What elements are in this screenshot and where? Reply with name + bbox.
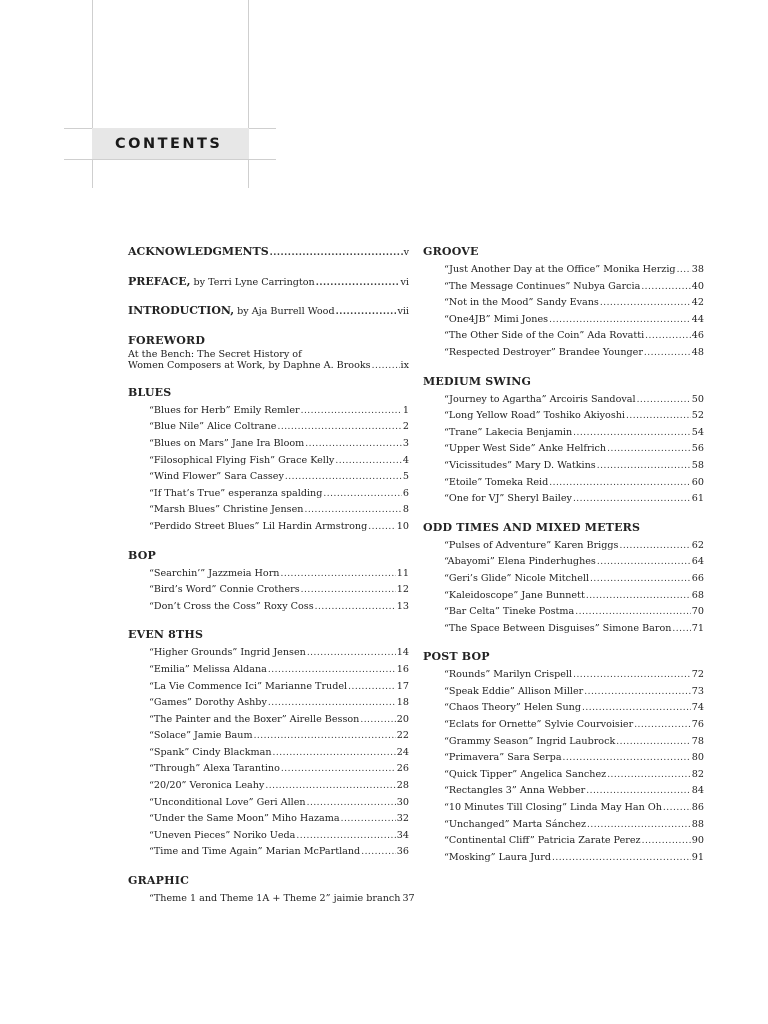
toc-entry[interactable] [423,392,704,409]
entry-label: “Grammy Season” Ingrid Laubrock [444,735,616,747]
toc-section-even-8ths [128,627,409,861]
entry-page: 56 [691,443,704,455]
entry-label: “Marsh Blues” Christine Jensen [149,504,304,516]
entry-page: 12 [396,584,409,596]
entry-label: “Blues for Herb” Emily Remler [149,404,300,416]
entry-page: 40 [691,280,704,292]
entry-page: 4 [402,454,409,466]
leader-dots [616,734,691,751]
entry-page: 1 [402,404,409,416]
entry-page: 16 [396,663,409,675]
toc-entry[interactable] [423,750,704,767]
entry-label: “Not in the Mood” Sandy Evans [444,297,599,309]
entry-page: 36 [396,846,409,858]
entry-label: “Wind Flower” Sara Cassey [149,471,284,483]
toc-entry[interactable] [423,817,704,834]
entry-page: 14 [396,647,409,659]
entry-label: “Theme 1 and Theme 1A + Theme 2” jaimie branch [149,893,401,905]
toc-entry[interactable] [128,891,415,908]
leader-dots [582,700,691,717]
leader-dots [280,566,395,583]
entry-page: 90 [691,835,704,847]
leader-dots [641,279,690,296]
toc-section-groove [423,244,704,362]
toc-entry[interactable] [128,403,409,420]
entry-label: “Trane” Lakecia Benjamin [444,426,573,438]
section-title: GRAPHIC [128,874,190,888]
entry-page: 26 [396,763,409,775]
entry-page: 17 [396,680,409,692]
leader-dots [323,486,402,503]
toc-section-post-bop [423,649,704,866]
toc-entry[interactable] [423,475,704,492]
toc-entry[interactable] [423,800,704,817]
leader-dots [586,588,691,605]
toc-entry[interactable] [423,554,704,571]
section-title: GROOVE [423,245,479,258]
entry-page: 10 [396,520,409,532]
entry-label: “One for VJ” Sheryl Bailey [444,493,572,505]
entry-label: “Mosking” Laura Jurd [444,851,551,863]
toc-section-blues [128,385,409,536]
leader-dots [268,662,396,679]
entry-label: “Journey to Agartha” Arcoiris Sandoval [444,393,636,405]
entry-page: 58 [691,459,704,471]
entry-label: “Speak Eddie” Allison Miller [444,685,584,697]
entry-page: 80 [691,752,704,764]
entry-page: 64 [691,556,704,568]
entry-page: vii [397,306,409,318]
toc-entry[interactable] [128,662,409,679]
entry-page: 30 [396,796,409,808]
entry-label: “Blues on Mars” Jane Ira Bloom [149,437,305,449]
section-title: BLUES [128,385,172,399]
entry-label: “Spank” Cindy Blackman [149,746,272,758]
toc-entry[interactable] [423,604,704,621]
entry-label: “Chaos Theory” Helen Sung [444,702,581,714]
toc-section-odd-times-and-mixed-meters [423,520,704,638]
entry-label: PREFACE, [128,274,191,288]
entry-label: “The Space Between Disguises” Simone Baron [444,622,672,634]
entry-page: 28 [396,780,409,792]
toc-entry[interactable] [128,519,409,536]
entry-page: 52 [691,410,704,422]
toc-entry[interactable] [128,453,409,470]
entry-label: “Filosophical Flying Fish” Grace Kelly [149,454,335,466]
toc-entry[interactable] [423,571,704,588]
entry-page: 32 [396,813,409,825]
toc-entry[interactable] [423,279,704,296]
entry-label: “Abayomi” Elena Pinderhughes [444,556,596,568]
toc-entry[interactable] [128,761,409,778]
entry-page: 6 [402,487,409,499]
leader-dots [637,392,691,409]
leader-dots [285,469,402,486]
toc-entry[interactable] [423,441,704,458]
toc-entry[interactable] [128,566,409,583]
toc-entry[interactable] [128,582,409,599]
toc-entry[interactable] [423,850,704,867]
toc-entry[interactable] [423,734,704,751]
leader-dots [341,811,396,828]
leader-dots [361,844,396,861]
entry-page: 74 [691,702,704,714]
leader-dots [335,453,402,470]
entry-label: “Vicissitudes” Mary D. Watkins [444,459,596,471]
leader-dots [549,475,691,492]
entry-page: v [403,247,409,258]
toc-entry[interactable] [128,811,409,828]
toc-entry[interactable] [128,679,409,696]
entry-label: “Blue Nile” Alice Coltrane [149,421,277,433]
entry-label: “Time and Time Again” Marian McPartland [149,846,361,858]
entry-label: “Just Another Day at the Office” Monika Herzig [444,264,676,275]
toc-entry[interactable] [128,828,409,845]
leader-dots [586,783,691,800]
entry-label: “Quick Tipper” Angelica Sanchez [444,768,607,780]
entry-page: 50 [691,393,704,405]
toc-entry[interactable] [423,588,704,605]
entry-label: “Primavera” Sara Serpa [444,752,562,764]
entry-page: vi [400,276,409,288]
leader-dots [305,436,402,453]
toc-entry[interactable] [423,458,704,475]
leader-dots [281,761,396,778]
entry-label: “One4JB” Mimi Jones [444,313,549,325]
entry-page: 72 [691,669,704,681]
entry-label: ACKNOWLEDGMENTS [128,245,269,258]
toc-entry[interactable] [423,262,704,279]
entry-page: ix [400,360,409,372]
toc-entry-foreword[interactable] [128,360,409,373]
entry-page: 22 [396,730,409,742]
leader-dots [607,767,691,784]
leader-dots [549,312,691,329]
toc-entry[interactable] [423,833,704,850]
toc-entry[interactable] [128,645,409,662]
section-title: POST BOP [423,650,490,664]
leader-dots [645,328,691,345]
entry-label: “Solace” Jamie Baum [149,730,253,742]
toc-entry[interactable] [423,425,704,442]
entry-page: 61 [691,493,704,505]
entry-page: 73 [691,685,704,697]
entry-label: “The Painter and the Boxer” Airelle Besson [149,713,360,725]
toc-entry[interactable] [128,695,409,712]
toc-entry[interactable] [128,745,409,762]
toc-section-foreword [128,333,409,373]
toc-entry[interactable] [423,684,704,701]
entry-page: 5 [402,471,409,483]
toc-entry[interactable] [423,783,704,800]
leader-dots [563,750,691,767]
entry-label: “La Vie Commence Ici” Marianne Trudel [149,680,348,692]
toc-entry[interactable] [423,345,704,362]
entry-page: 44 [691,313,704,325]
entry-label: “10 Minutes Till Closing” Linda May Han Oh [444,802,662,814]
toc-section-bop [128,548,409,616]
leader-dots [634,717,691,734]
entry-label: “Under the Same Moon” Miho Hazama [149,813,340,825]
entry-page: 18 [396,697,409,709]
entry-page: 24 [396,746,409,758]
leader-dots [575,604,691,621]
leader-dots [372,360,400,373]
entry-page: 78 [691,735,704,747]
entry-label: “Uneven Pieces” Noriko Ueda [149,829,296,841]
entry-page: 2 [402,421,409,433]
leader-dots [619,538,690,555]
leader-dots [573,667,691,684]
entry-label: “Through” Alexa Tarantino [149,763,280,775]
toc-entry[interactable] [423,717,704,734]
leader-dots [307,795,396,812]
toc-entry-preface[interactable] [128,274,409,292]
leader-dots [348,679,396,696]
entry-page: 3 [402,437,409,449]
leader-dots [265,778,395,795]
leader-dots [642,833,691,850]
entry-label: “The Message Continues” Nubya Garcia [444,280,641,292]
entry-label: “If That’s True” esperanza spalding [149,487,323,499]
toc-entry[interactable] [423,621,704,638]
contents-header [92,128,249,159]
leader-dots [301,403,402,420]
entry-page: 62 [691,539,704,551]
entry-page: 34 [396,829,409,841]
entry-page: 48 [691,346,704,358]
leader-dots [270,244,403,262]
leader-dots [307,645,396,662]
toc-entry[interactable] [423,295,704,312]
leader-dots [663,800,691,817]
leader-dots [672,621,690,638]
leader-dots [368,519,396,536]
toc-entry[interactable] [423,538,704,555]
leader-dots [607,441,691,458]
toc-entry[interactable] [128,436,409,453]
leader-dots [597,554,691,571]
entry-page: 86 [691,802,704,814]
entry-page: 71 [691,622,704,634]
leader-dots [626,408,691,425]
toc-entry[interactable] [423,767,704,784]
leader-dots [644,345,691,362]
leader-dots [268,695,396,712]
section-title: EVEN 8THS [128,628,204,642]
toc-entry[interactable] [128,502,409,519]
entry-page: 70 [691,606,704,618]
entry-label: “Pulses of Adventure” Karen Briggs [444,539,619,551]
leader-dots [600,295,691,312]
entry-sub: by Terri Lyne Carrington [190,276,315,288]
leader-dots [254,728,396,745]
entry-label: “20/20” Veronica Leahy [149,780,265,792]
toc-section-medium-swing [423,374,704,508]
leader-dots [315,599,396,616]
page-title: CONTENTS [115,135,223,152]
entry-page: 13 [396,600,409,612]
entry-label: “Searchin’” Jazzmeia Horn [149,567,280,579]
toc-entry[interactable] [423,667,704,684]
crop-line-horizontal-bottom [64,159,276,160]
entry-page: 8 [402,504,409,516]
toc-entry-introduction[interactable] [128,303,409,321]
entry-label: “Unconditional Love” Geri Allen [149,796,306,808]
leader-dots [590,571,691,588]
entry-label: “Upper West Side” Anke Helfrich [444,443,607,455]
leader-dots [573,425,691,442]
entry-label: “Unchanged” Marta Sánchez [444,818,587,830]
toc-entry[interactable] [423,312,704,329]
entry-label: “Long Yellow Road” Toshiko Akiyoshi [444,410,626,422]
toc-entry[interactable] [128,795,409,812]
left-column [128,244,415,920]
entry-page: 91 [691,851,704,863]
toc-entry[interactable] [423,408,704,425]
entry-page: 82 [691,768,704,780]
entry-page: 42 [691,297,704,309]
entry-page: 54 [691,426,704,438]
entry-label: “Emilia” Melissa Aldana [149,663,267,675]
toc-entry-acknowledgments[interactable] [128,244,409,262]
entry-page: 46 [691,330,704,342]
entry-label: “Rounds” Marilyn Crispell [444,669,573,681]
leader-dots [552,850,691,867]
toc-entry[interactable] [128,844,409,861]
entry-page: 20 [396,713,409,725]
right-column [423,244,704,878]
entry-label: “Don’t Cross the Coss” Roxy Coss [149,600,314,612]
leader-dots [301,582,396,599]
entry-label: “Geri’s Glide” Nicole Mitchell [444,572,590,584]
leader-dots [304,502,401,519]
entry-page: 60 [691,476,704,488]
leader-dots [360,712,395,729]
toc-entry[interactable] [128,486,409,503]
section-title: FOREWORD [128,333,206,347]
leader-dots [573,491,691,508]
entry-page: 37 [402,893,415,905]
entry-page: 84 [691,785,704,797]
leader-dots [316,274,400,292]
toc-entry[interactable] [128,599,409,616]
entry-label: INTRODUCTION, [128,304,235,318]
leader-dots [296,828,395,845]
leader-dots [677,262,691,279]
entry-label: “Higher Grounds” Ingrid Jensen [149,647,306,659]
entry-label: “Perdido Street Blues” Lil Hardin Armstrong [149,520,368,532]
toc-entry[interactable] [423,700,704,717]
entry-label: “The Other Side of the Coin” Ada Rovatti [444,330,645,342]
toc-entry[interactable] [423,491,704,508]
toc-entry[interactable] [128,712,409,729]
toc-entry[interactable] [128,778,409,795]
toc-section-graphic [128,873,415,908]
entry-label: “Rectangles 3” Anna Webber [444,785,586,797]
entry-sub: by Aja Burrell Wood [234,306,335,318]
leader-dots [584,684,691,701]
entry-page: 68 [691,589,704,601]
entry-label: “Respected Destroyer” Brandee Younger [444,346,643,358]
entry-label: “Bird’s Word” Connie Crothers [149,584,300,596]
toc-entry[interactable] [128,469,409,486]
entry-label: Women Composers at Work, by Daphne A. Brooks [128,360,371,372]
leader-dots [277,419,401,436]
section-title: ODD TIMES AND MIXED METERS [423,520,641,534]
entry-label: “Games” Dorothy Ashby [149,697,267,709]
leader-dots [336,303,397,321]
foreword-line-1: At the Bench: The Secret History of [128,348,302,360]
entry-page: 66 [691,572,704,584]
leader-dots [587,817,691,834]
toc-entry[interactable] [423,328,704,345]
entry-label: “Etoile” Tomeka Reid [444,476,549,488]
entry-page: 11 [396,567,409,579]
entry-page: 88 [691,818,704,830]
entry-page: 38 [691,264,704,275]
section-title: BOP [128,548,156,562]
entry-label: “Eclats for Ornette” Sylvie Courvoisier [444,719,634,731]
entry-label: “Continental Cliff” Patricia Zarate Perez [444,835,641,847]
entry-label: “Bar Celta” Tineke Postma [444,606,575,618]
leader-dots [597,458,691,475]
entry-page: 76 [691,719,704,731]
entry-label: “Kaleidoscope” Jane Bunnett [444,589,585,601]
toc-entry[interactable] [128,419,409,436]
leader-dots [273,745,396,762]
toc-entry[interactable] [128,728,409,745]
section-title: MEDIUM SWING [423,374,532,388]
